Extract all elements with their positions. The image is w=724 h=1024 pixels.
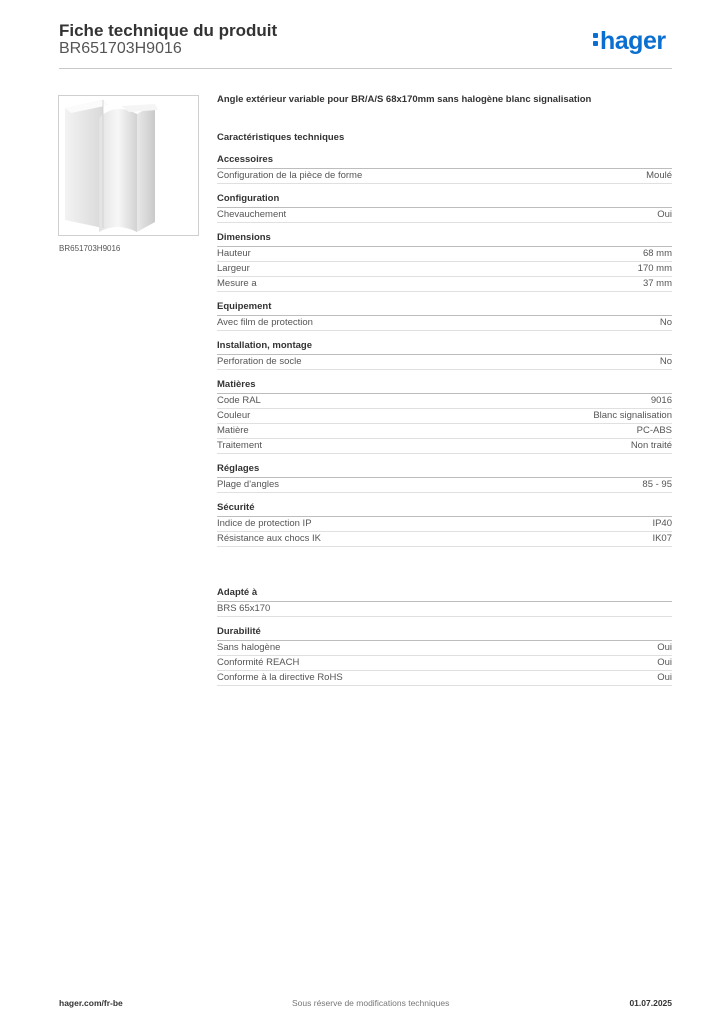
spec-row [217, 355, 672, 370]
spec-value: PC-ABS [636, 425, 672, 436]
spec-row [217, 517, 672, 532]
spec-value: Non traité [630, 440, 672, 451]
spec-value: 37 mm [642, 278, 672, 289]
section-title: Durabilité [217, 624, 672, 641]
spec-row [217, 394, 672, 409]
spec-section [217, 338, 672, 370]
page-title: Fiche technique du produit [59, 21, 278, 40]
spec-row [217, 478, 672, 493]
spec-label: BRS 65x170 [217, 603, 271, 614]
spec-label: Hauteur [217, 248, 251, 259]
corner-trunking-illustration [59, 96, 198, 235]
spec-value: No [659, 317, 672, 328]
spec-row [217, 262, 672, 277]
spec-content [217, 93, 672, 686]
product-reference: BR651703H9016 [59, 40, 182, 57]
section-title: Matières [217, 377, 672, 394]
section-title: Adapté à [217, 585, 672, 602]
spec-value: 170 mm [637, 263, 672, 274]
spec-row [217, 277, 672, 292]
section-title: Dimensions [217, 230, 672, 247]
spec-row [217, 532, 672, 547]
spec-value: IP40 [652, 518, 672, 529]
section-title: Equipement [217, 299, 672, 316]
spec-section [217, 152, 672, 184]
section-title: Installation, montage [217, 338, 672, 355]
spec-value: 9016 [650, 395, 672, 406]
spec-label: Conforme à la directive RoHS [217, 672, 343, 683]
spec-section [217, 191, 672, 223]
spec-section [217, 230, 672, 292]
spec-value: Moulé [646, 170, 672, 181]
spec-value: 85 - 95 [642, 479, 672, 490]
section-title: Réglages [217, 461, 672, 478]
spec-label: Chevauchement [217, 209, 287, 220]
spec-label: Sans halogène [217, 642, 281, 653]
spec-label: Perforation de socle [217, 356, 302, 367]
spec-section [217, 461, 672, 493]
spec-row [217, 208, 672, 223]
section-title: Accessoires [217, 152, 672, 169]
spec-row [217, 439, 672, 454]
spec-row [217, 316, 672, 331]
spec-label: Traitement [217, 440, 263, 451]
spec-label: Couleur [217, 410, 251, 421]
spec-label: Largeur [217, 263, 250, 274]
spec-label: Configuration de la pièce de forme [217, 170, 363, 181]
spec-row [217, 424, 672, 439]
spec-row [217, 656, 672, 671]
spec-label: Avec film de protection [217, 317, 313, 328]
spec-row [217, 169, 672, 184]
spec-value: Oui [657, 672, 672, 683]
section-gap [217, 547, 672, 578]
durability-section [217, 624, 672, 686]
spec-label: Conformité REACH [217, 657, 300, 668]
spec-section [217, 299, 672, 331]
spec-label: Matière [217, 425, 249, 436]
footer-website: hager.com/fr-be [59, 998, 123, 1008]
spec-value: No [659, 356, 672, 367]
spec-value: IK07 [652, 533, 672, 544]
product-image [58, 95, 199, 236]
spec-row [217, 247, 672, 262]
spec-row [217, 409, 672, 424]
spec-label: Mesure a [217, 278, 257, 289]
image-caption: BR651703H9016 [59, 244, 121, 253]
spec-label: Indice de protection IP [217, 518, 312, 529]
spec-value: Oui [657, 657, 672, 668]
spec-row [217, 602, 672, 617]
spec-row [217, 671, 672, 686]
compatibility-section [217, 585, 672, 617]
section-title: Configuration [217, 191, 672, 208]
spec-section [217, 377, 672, 454]
spec-value: 68 mm [642, 248, 672, 259]
logo-text: hager [600, 27, 666, 55]
spec-label: Résistance aux chocs IK [217, 533, 322, 544]
product-description: Angle extérieur variable pour BR/A/S 68x170mm sans halogène blanc signalisation [217, 94, 592, 105]
header-divider [59, 68, 672, 69]
spec-value: Blanc signalisation [593, 410, 672, 421]
spec-value: Oui [657, 642, 672, 653]
spec-label: Plage d'angles [217, 479, 280, 490]
spec-value: Oui [657, 209, 672, 220]
hager-logo [593, 27, 666, 56]
logo-dots-icon [593, 32, 599, 48]
spec-row [217, 641, 672, 656]
section-title: Sécurité [217, 500, 672, 517]
footer-date: 01.07.2025 [629, 998, 672, 1008]
footer-notice: Sous réserve de modifications techniques [292, 998, 450, 1008]
spec-section [217, 500, 672, 547]
specs-title: Caractéristiques techniques [217, 132, 345, 143]
spec-label: Code RAL [217, 395, 261, 406]
